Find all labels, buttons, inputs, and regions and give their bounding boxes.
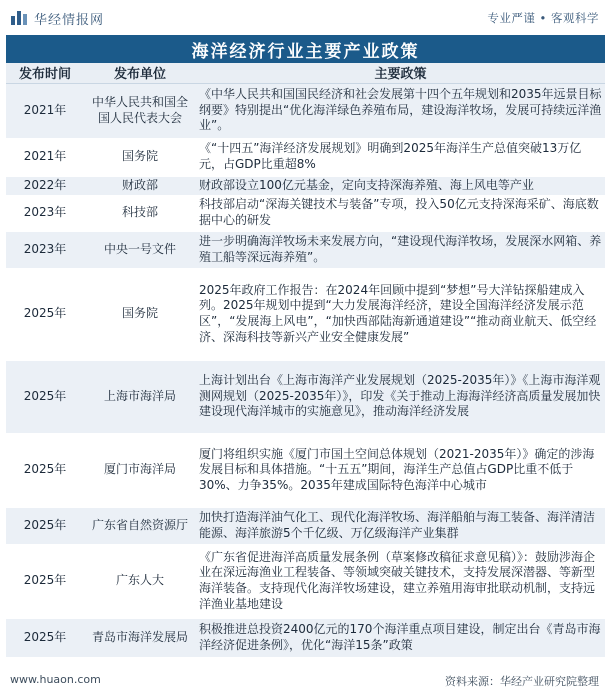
- cell-year: 2023年: [6, 231, 84, 268]
- cell-policy: 上海计划出台《上海市海洋产业发展规划（2025-2035年）》《上海市海洋观测网规划（2025-2035年）》，印发《关于推动上海海洋经济高质量发展加快建设现代海洋城市的实施意见》，推动海洋经济发展: [196, 360, 605, 433]
- cell-year: 2021年: [6, 138, 84, 176]
- cell-policy: 积极推进总投资2400亿元的170个海洋重点项目建设，制定出台《青岛市海洋经济促进条例》，优化“海洋15条”政策: [196, 618, 605, 657]
- table-row: [6, 507, 605, 544]
- table-row: [6, 195, 605, 231]
- cell-policy: 进一步明确海洋牧场未来发展方向，“建设现代海洋牧场，发展深水网箱、养殖工船等深远海养殖”。: [196, 231, 605, 268]
- top-bar: [0, 0, 611, 35]
- cell-year: 2025年: [6, 433, 84, 507]
- cell-year: 2025年: [6, 618, 84, 657]
- table-row: [6, 360, 605, 433]
- cell-policy: 财政部设立100亿元基金，定向支持深海养殖、海上风电等产业: [196, 176, 605, 195]
- table-row: [6, 83, 605, 138]
- table-row: [6, 544, 605, 618]
- cell-policy: 厦门将组织实施《厦门市国土空间总体规划（2021-2035年）》确定的涉海发展目标和具体措施。“十五五”期间，海洋生产总值占GDP比重不低于30%、力争35%。2035年建成国际特色海洋中心城市: [196, 433, 605, 507]
- table-row: [6, 433, 605, 507]
- cell-policy: 2025年政府工作报告：在2024年回顾中提到“梦想”号大洋钻探船建成入列。2025年规划中提到“大力发展海洋经济，建设全国海洋经济发展示范区”，“发展海上风电”，“加快西部陆海新通道建设”“推动商业航天、低空经济、深海科技等新兴产业安全健康发展”: [196, 268, 605, 360]
- table-header-row: [6, 63, 605, 83]
- cell-policy: 《广东省促进海洋高质量发展条例（草案修改稿征求意见稿）》：鼓励涉海企业在深远海渔业工程装备、等领域突破关键技术，支持发展深潜器、等新型海洋装备。支持现代化海洋牧场建设，建立养殖用海审批联动机制，支持远洋渔业基地建设: [196, 544, 605, 618]
- site-url: www.huaon.com: [10, 673, 101, 686]
- table-row: [6, 268, 605, 360]
- cell-year: 2025年: [6, 268, 84, 360]
- cell-year: 2025年: [6, 360, 84, 433]
- logo-text: 华经情报网: [34, 12, 105, 28]
- cell-year: 2021年: [6, 83, 84, 138]
- table-row: [6, 138, 605, 176]
- cell-unit: 财政部: [84, 176, 196, 195]
- column-header-policy: 主要政策: [196, 63, 605, 83]
- cell-year: 2025年: [6, 544, 84, 618]
- cell-policy: 科技部启动“深海关键技术与装备”专项，投入50亿元支持深海采矿、海底数据中心的研发: [196, 195, 605, 231]
- column-header-year: 发布时间: [6, 63, 84, 83]
- cell-policy: 《中华人民共和国国民经济和社会发展第十四个五年规划和2035年远景目标纲要》特别提出“优化海洋绿色养殖布局，建设海洋牧场，发展可持续远洋渔业”。: [196, 83, 605, 138]
- page-title: 海洋经济行业主要产业政策: [191, 41, 420, 62]
- cell-year: 2022年: [6, 176, 84, 195]
- cell-unit: 广东省自然资源厅: [84, 507, 196, 544]
- slogan: 专业严谨 • 客观科学: [487, 11, 599, 25]
- cell-policy: 加快打造海洋油气化工、现代化海洋牧场、海洋船舶与海工装备、海洋清洁能源、海洋旅游5个千亿级、万亿级海洋产业集群: [196, 507, 605, 544]
- table-row: [6, 231, 605, 268]
- cell-unit: 上海市海洋局: [84, 360, 196, 433]
- cell-policy: 《“十四五”海洋经济发展规划》明确到2025年海洋生产总值突破13万亿元，占GDP比重超8%: [196, 138, 605, 176]
- cell-unit: 国务院: [84, 268, 196, 360]
- brand-logo: [10, 8, 104, 28]
- cell-year: 2025年: [6, 507, 84, 544]
- bar-chart-logo-icon: [10, 9, 28, 27]
- source-note: 资料来源：华经产业研究院整理: [445, 675, 599, 688]
- cell-unit: 中华人民共和国全国人民代表大会: [84, 83, 196, 138]
- footer: [0, 664, 611, 695]
- cell-unit: 国务院: [84, 138, 196, 176]
- table-row: [6, 176, 605, 195]
- cell-unit: 科技部: [84, 195, 196, 231]
- cell-unit: 厦门市海洋局: [84, 433, 196, 507]
- table-row: [6, 618, 605, 657]
- cell-year: 2023年: [6, 195, 84, 231]
- cell-unit: 青岛市海洋发展局: [84, 618, 196, 657]
- policy-table: [6, 63, 605, 658]
- cell-unit: 中央一号文件: [84, 231, 196, 268]
- title-bar: [6, 35, 605, 63]
- cell-unit: 广东人大: [84, 544, 196, 618]
- column-header-unit: 发布单位: [84, 63, 196, 83]
